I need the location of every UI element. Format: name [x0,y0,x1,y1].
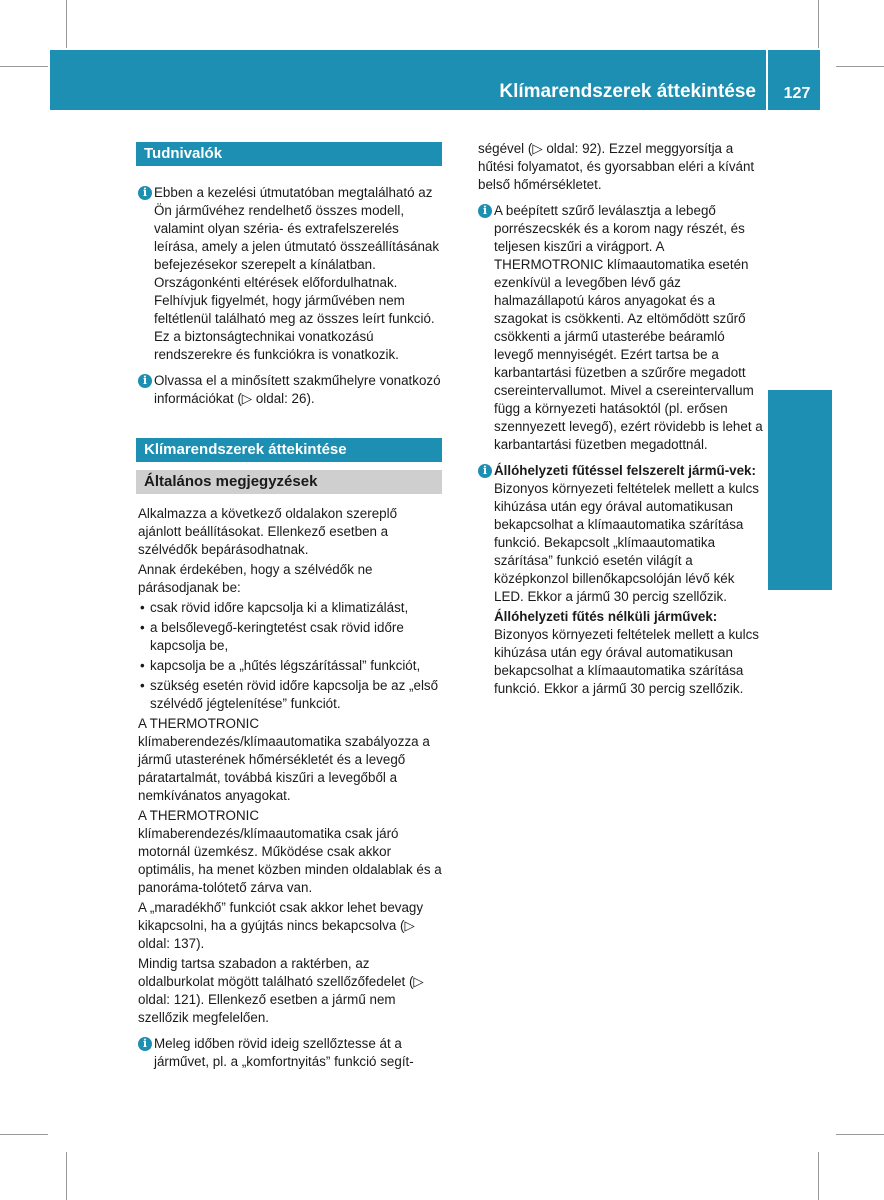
paragraph [478,608,764,698]
info-icon: i [138,374,152,388]
info-note-text: Meleg időben rövid ideig szellőztesse át a járművet, pl. a „komfortnyitás” funkció segít- [154,1036,414,1069]
left-column-top [138,184,442,416]
paragraph: A THERMOTRONIC klímaberendezés/klímaautomatika szabályozza a jármű utasterének hőmérsékletét és a levegő páratartalmát, továbbá kiszűri a levegőből a nemkívánatos anyagokat. [138,716,430,803]
paragraph-lead: Állóhelyzeti fűtés nélküli járművek: [494,609,718,624]
list-item: • csak rövid időre kapcsolja ki a klimatizálást, [138,599,442,617]
subsection-heading: Általános megjegyzések [136,470,442,494]
section-heading-klimarendszerek: Klímarendszerek áttekintése [136,438,442,462]
left-column-body [138,505,442,1079]
list-item: • szükség esetén rövid időre kapcsolja be az „első szélvédő jégtelenítése” funkciót. [138,677,442,713]
paragraph: Alkalmazza a következő oldalakon szereplő ajánlott beállításokat. Ellenkező esetben a szélvédők bepárásodhatnak. [138,506,398,557]
info-note [478,462,764,606]
crop-mark [0,66,48,67]
info-note [138,184,442,364]
info-note [478,202,764,454]
info-note [138,1035,442,1071]
chapter-tab-label: Klimatizálás [800,441,827,580]
paragraph-text: Bizonyos környezeti feltételek mellett a kulcs kihúzása után egy órával automatikusan bekapcsolhat a klímaautomatika szárítása funkció. Ekkor a jármű 30 percig szellőzik. [494,627,759,696]
list-item: • kapcsolja be a „hűtés légszárítással” funkciót, [138,657,442,675]
info-icon: i [478,464,492,478]
info-note-text: Bizonyos környezeti feltételek mellett a kulcs kihúzása után egy órával automatikusan bekapcsolhat a klímaautomatika szárítása funkció. Bekapcsolt „klímaautomatika szárítása” funkció esetén világít a középkonzol billenőkapcsolóján lévő kék LED. Ekkor a jármű 30 percig szellőzik. [494,481,759,604]
crop-mark [66,1152,67,1200]
paragraph: ségével (▷ oldal: 92). Ezzel meggyorsítja a hűtési folyamatot, és gyorsabban eléri a kívánt belső hőmérsékletet. [478,141,755,192]
crop-mark [818,1152,819,1200]
header-separator [766,50,768,110]
list-item: • a belsőlevegő-keringtetést csak rövid időre kapcsolja be, [138,619,442,655]
crop-mark [818,0,819,48]
info-icon: i [138,1037,152,1051]
paragraph: A „maradékhő” funkciót csak akkor lehet bevagy kikapcsolni, ha a gyújtás nincs bekapcsolva (▷ oldal: 137). [138,900,424,951]
paragraph: A THERMOTRONIC klímaberendezés/klímaautomatika csak járó motornál üzemkész. Működése csak akkor optimális, ha menet közben minden oldalablak és a panoráma-tolótető zárva van. [138,808,442,895]
right-column [478,140,764,700]
info-note-text: A beépített szűrő leválasztja a lebegő porrészecskék és a korom nagy részét, és teljesen kiszűri a virágport. A THERMOTRONIC klímaautomatika esetén ezenkívül a levegőben lévő gáz halmazállapotú káros anyagokat és a szagokat is csökkenti. Az eltömődött szűrő csökkenti a jármű utasterébe beáramló levegő mennyiségét. Ezért tartsa be a karbantartási füzetben a szűrőre megadott csereintervallumot. Mivel a csereintervallum függ a környezeti hatásoktól (pl. erősen szennyezett levegő), ezért rövidebb is lehet a karbantartási füzetben megadottnál. [494,203,763,452]
info-icon: i [478,204,492,218]
page-number: 127 [783,85,811,102]
running-header-title: Klímarendszerek áttekintése [499,81,756,102]
info-note-text: Olvassa el a minősített szakműhelyre vonatkozó információkat (▷ oldal: 26). [154,373,441,406]
info-note-text: Ebben a kezelési útmutatóban megtalálható az Ön járművéhez rendelhető összes modell, valamint olyan széria- és extrafelszerelés leírása, amely a jelen útmutató összeállításának befejezésekor szerepelt a kínálatban. Országonkénti eltérések előfordulhatnak. Felhívjuk figyelmét, hogy járművében nem feltétlenül található meg az összes leírt funkció. Ez a biztonságtechnikai vonatkozású rendszerekre és funkciókra is vonatkozik. [154,185,440,362]
crop-mark [836,66,884,67]
crop-mark [0,1134,48,1135]
paragraph: Mindig tartsa szabadon a raktérben, az oldalburkolat mögött található szellőzőfedelet (▷ oldal: 121). Ellenkező esetben a jármű nem szellőzik megfelelően. [138,956,424,1025]
crop-mark [836,1134,884,1135]
info-icon: i [138,186,152,200]
info-note-lead: Állóhelyzeti fűtéssel felszerelt jármű-vek: [494,463,756,478]
paragraph: Annak érdekében, hogy a szélvédők ne párásodjanak be: [138,562,373,595]
info-note [138,372,442,408]
bullet-list [138,599,442,713]
crop-mark [66,0,67,48]
section-heading-tudnivalok: Tudnivalók [136,142,442,166]
